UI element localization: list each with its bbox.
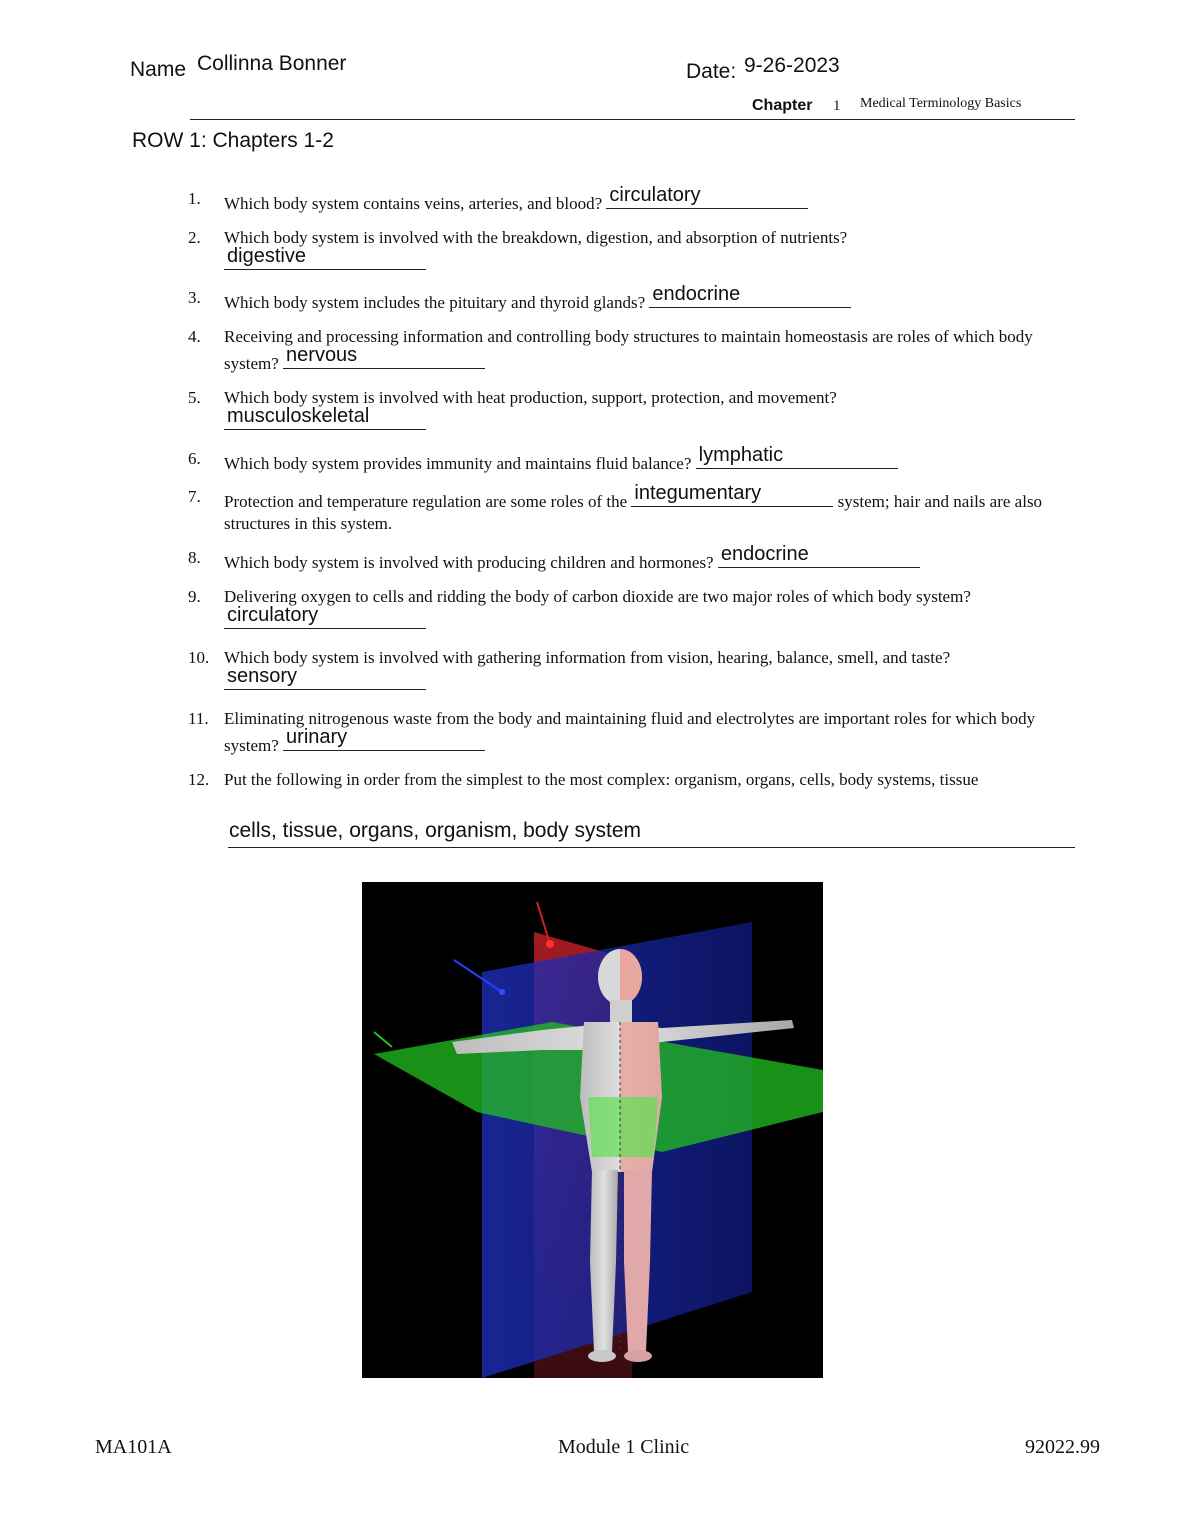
answer-text: digestive (227, 245, 306, 267)
question-text: Which body system includes the pituitary and thyroid glands? (224, 293, 646, 312)
question-number: 3. (188, 288, 201, 307)
question-number: 5. (188, 388, 201, 407)
section-title: ROW 1: Chapters 1-2 (132, 129, 334, 152)
answer-text: musculoskeletal (227, 405, 370, 427)
question-number: 2. (188, 228, 201, 247)
question-number: 6. (188, 449, 201, 468)
question-text: Which body system is involved with producing children and hormones? (224, 553, 714, 572)
answer-blank[interactable] (696, 444, 898, 469)
header-rule (190, 119, 1075, 120)
question-number: 12. (188, 770, 210, 789)
question-text: Which body system is involved with the breakdown, digestion, and absorption of nutrients? (224, 228, 848, 247)
question-number: 11. (188, 709, 209, 728)
date-value[interactable]: 9-26-2023 (744, 54, 840, 77)
chapter-number: 1 (833, 98, 841, 114)
question-text: Delivering oxygen to cells and ridding the body of carbon dioxide are two major roles of which body system? (224, 587, 971, 606)
name-label: Name (130, 58, 187, 81)
question-text: Which body system provides immunity and maintains fluid balance? (224, 454, 692, 473)
anatomical-planes-figure (362, 882, 823, 1378)
question-number: 8. (188, 548, 201, 567)
footer-course-code: MA101A (95, 1436, 172, 1458)
question-number: 4. (188, 327, 201, 346)
answer-text: lymphatic (698, 444, 784, 466)
chapter-label: Chapter (752, 97, 813, 114)
question-text: Which body system contains veins, arteries, and blood? (224, 194, 603, 213)
answer-12-line (228, 847, 1075, 848)
answer-text: nervous (286, 344, 358, 366)
question-text: Which body system is involved with heat production, support, protection, and movement? (224, 388, 837, 407)
question-number: 1. (188, 189, 201, 208)
chapter-title: Medical Terminology Basics (860, 96, 1022, 111)
question-text: Protection and temperature regulation are some roles of the (224, 492, 628, 511)
anatomical-planes-illustration (362, 882, 823, 1378)
answer-text: circulatory (227, 604, 319, 626)
answer-blank[interactable] (224, 665, 426, 690)
answer-text: urinary (286, 726, 348, 748)
footer-module: Module 1 Clinic (558, 1436, 690, 1458)
answer-blank[interactable] (283, 344, 485, 369)
question-number: 9. (188, 587, 201, 606)
question-text-continued: system; hair and nails are also structures in this system. (224, 492, 1043, 533)
answer-text: endocrine (720, 543, 809, 565)
answer-blank[interactable] (631, 482, 833, 507)
answer-blank[interactable] (224, 604, 426, 629)
answer-blank[interactable] (718, 543, 920, 568)
answer-blank[interactable] (224, 405, 426, 430)
answer-12-text[interactable]: cells, tissue, organs, organism, body system (229, 819, 642, 842)
answer-blank[interactable] (606, 184, 808, 209)
question-number: 7. (188, 487, 201, 506)
name-value[interactable]: Collinna Bonner (197, 52, 347, 75)
footer-id: 92022.99 (1025, 1436, 1100, 1458)
answer-text: endocrine (652, 283, 741, 305)
answer-blank[interactable] (224, 245, 426, 270)
answer-blank[interactable] (283, 726, 485, 751)
question-text: Put the following in order from the simplest to the most complex: organism, organs, cells, body systems, tissue (224, 770, 979, 789)
question-number: 10. (188, 648, 210, 667)
answer-blank[interactable] (649, 283, 851, 308)
question-text: Which body system is involved with gathering information from vision, hearing, balance, smell, and taste? (224, 648, 951, 667)
answer-text: integumentary (634, 482, 762, 504)
question-text: Eliminating nitrogenous waste from the body and maintaining fluid and electrolytes are important roles for which body system? (224, 709, 1036, 755)
date-label: Date: (686, 60, 737, 83)
answer-text: sensory (227, 665, 298, 687)
question-text: Receiving and processing information and controlling body structures to maintain homeostasis are roles of which body system? (224, 327, 1033, 373)
answer-text: circulatory (609, 184, 701, 206)
